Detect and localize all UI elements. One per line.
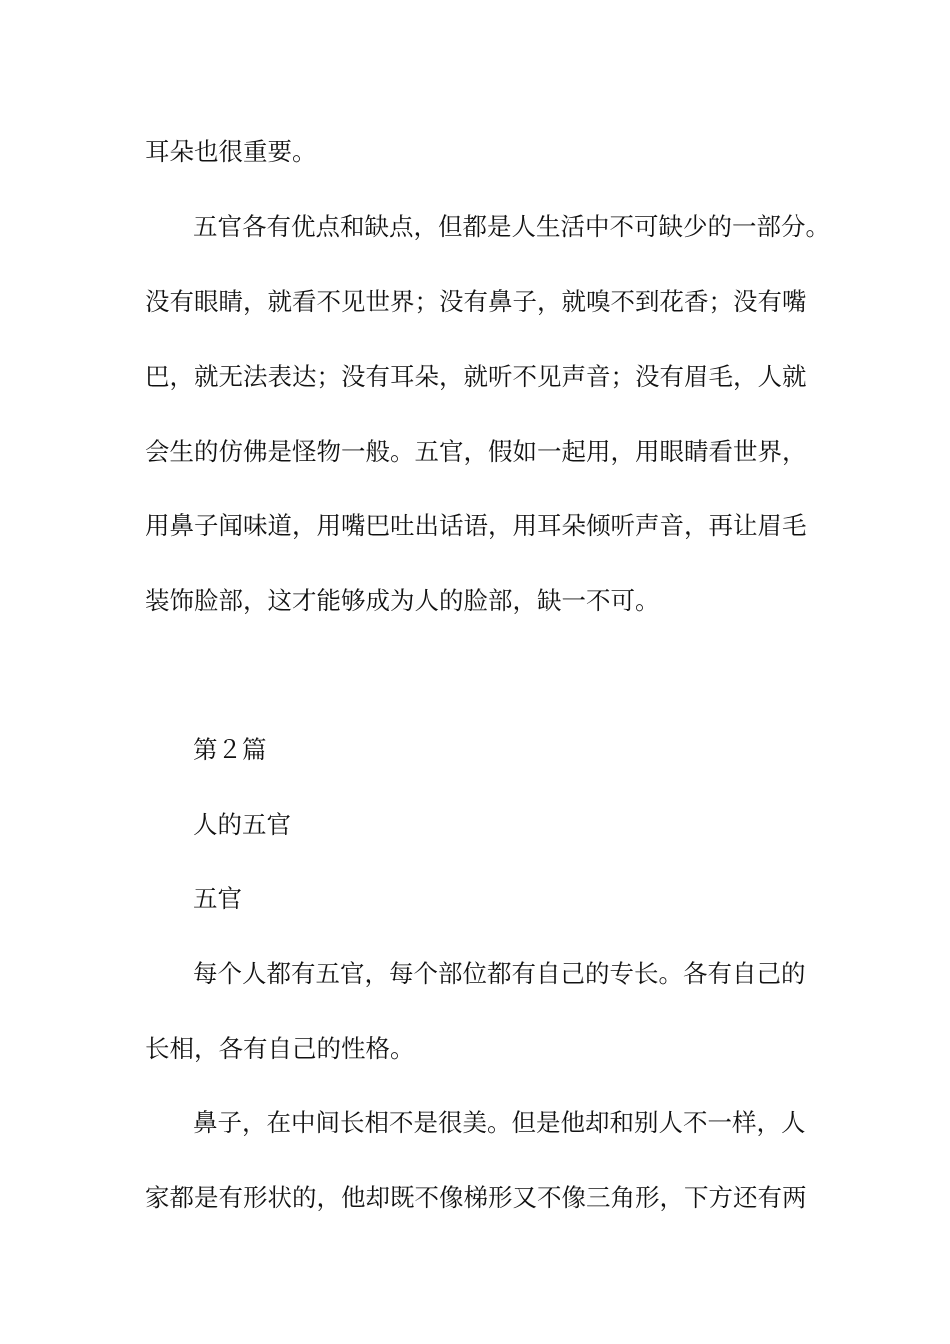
paragraph-line: 每个人都有五官，每个部位都有自己的专长。各有自己的 (193, 959, 806, 988)
paragraph-line: 五官各有优点和缺点，但都是人生活中不可缺少的一部分。 (193, 212, 830, 241)
paragraph-line: 会生的仿佛是怪物一般。五官，假如一起用，用眼睛看世界， (145, 437, 807, 466)
section-title: 人的五官 (193, 810, 291, 839)
paragraph-line: 长相，各有自己的性格。 (145, 1034, 415, 1063)
essay-title: 五官 (193, 884, 242, 913)
paragraph-line: 没有眼睛，就看不见世界；没有鼻子，就嗅不到花香；没有嘴 (145, 287, 807, 316)
paragraph-line: 耳朵也很重要。 (145, 137, 317, 166)
paragraph-line: 巴，就无法表达；没有耳朵，就听不见声音；没有眉毛，人就 (145, 362, 807, 391)
paragraph-line: 装饰脸部，这才能够成为人的脸部，缺一不可。 (145, 586, 660, 615)
paragraph-line: 鼻子，在中间长相不是很美。但是他却和别人不一样，人 (193, 1108, 806, 1137)
paragraph-line: 用鼻子闻味道，用嘴巴吐出话语，用耳朵倾听声音，再让眉毛 (145, 511, 807, 540)
paragraph-line: 家都是有形状的，他却既不像梯形又不像三角形，下方还有两 (145, 1183, 807, 1212)
section-number: 第２篇 (193, 735, 267, 764)
